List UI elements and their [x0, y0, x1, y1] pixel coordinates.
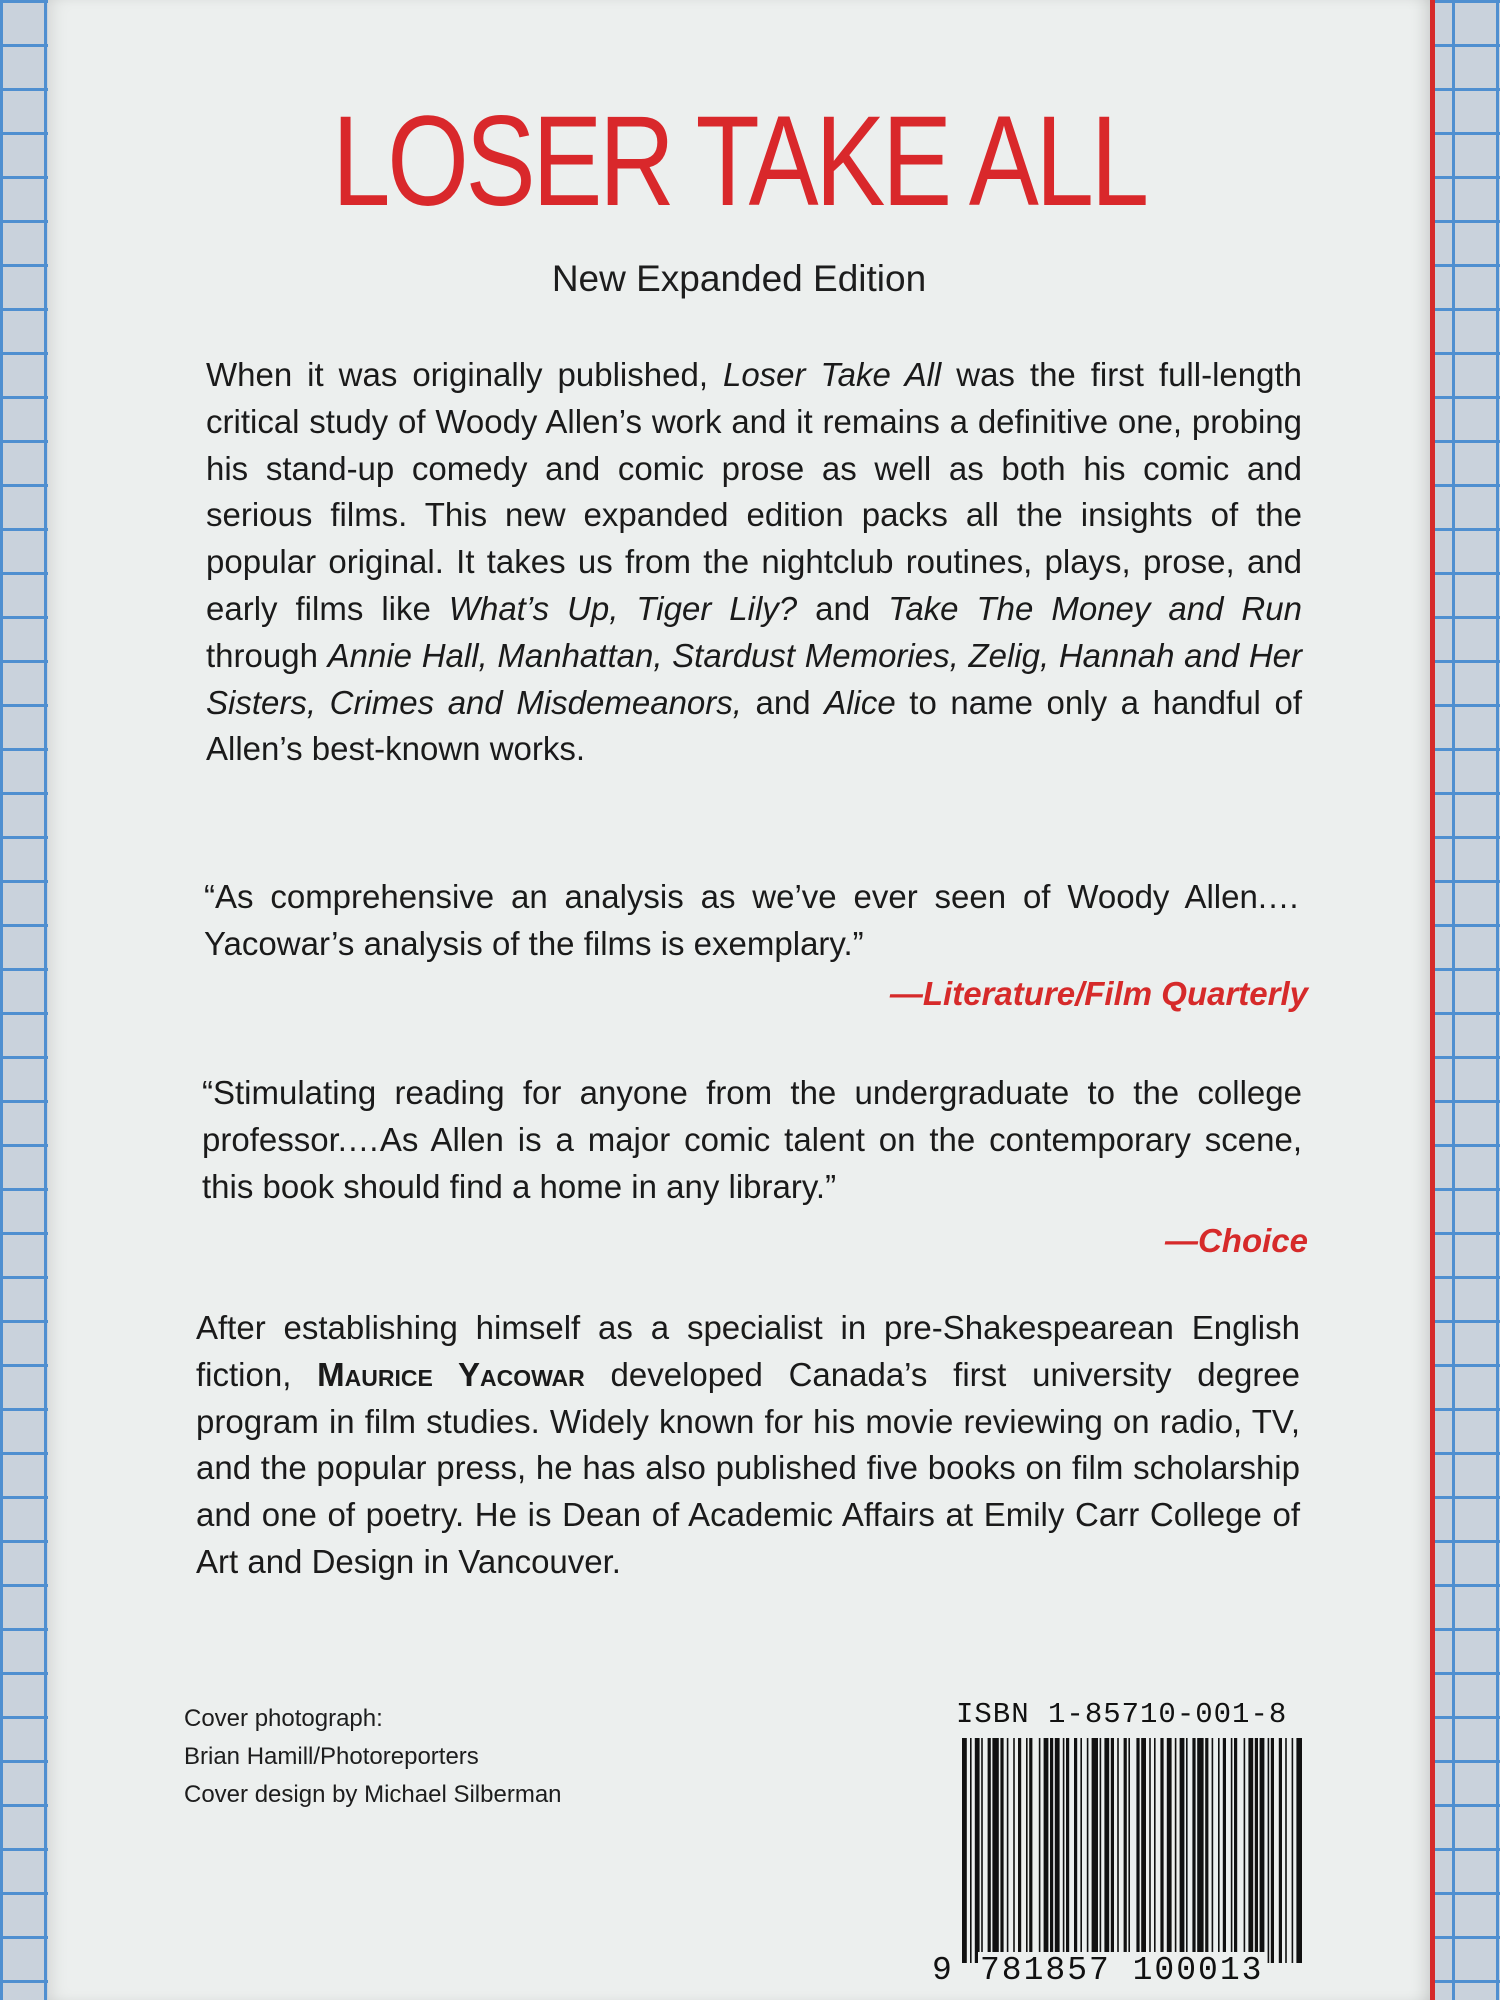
description-title-ref: Annie Hall, Manhattan, Stardust Memories, Zelig, Hannah and Her Sisters, Crimes and Misdemeanors,	[206, 636, 1303, 721]
review-quote: “Stimulating reading for anyone from the undergraduate to the college professor.…As Allen is a major comic talent on the contemporary scene, this book should find a home in any library.”	[202, 1074, 1302, 1205]
barcode-bar	[1271, 1738, 1274, 1963]
barcode-bar	[1092, 1738, 1098, 1963]
barcode-bar	[970, 1738, 972, 1963]
barcode-bar	[1141, 1738, 1146, 1963]
barcode-bar	[1296, 1738, 1302, 1963]
barcode-bar	[1192, 1738, 1195, 1963]
credit-line: Brian Hamill/Photoreporters	[184, 1743, 479, 1770]
cover-credits	[184, 1700, 562, 1814]
barcode-bar	[1149, 1738, 1151, 1963]
barcode-bar	[1104, 1738, 1109, 1963]
barcode-bar	[1117, 1738, 1119, 1963]
review-source: —Choice	[1164, 1222, 1308, 1259]
barcode-bar	[962, 1738, 967, 1963]
book-title: LOSER TAKE ALL	[332, 90, 1146, 233]
barcode-bar	[992, 1738, 998, 1963]
barcode-bar	[1044, 1738, 1049, 1963]
description-title-ref: Take The Money and Run	[888, 589, 1302, 627]
barcode-bar	[988, 1738, 991, 1963]
edition-subtitle: New Expanded Edition	[551, 258, 927, 299]
barcode-bar	[1231, 1738, 1233, 1963]
barcode-bar	[1026, 1738, 1028, 1963]
barcode-bar	[1160, 1738, 1163, 1963]
barcode-bar	[1223, 1738, 1226, 1963]
author-name: Maurice Yacowar	[317, 1355, 585, 1393]
barcode-bar	[1268, 1738, 1270, 1963]
review-source: —Literature/Film Quarterly	[889, 975, 1308, 1012]
review-quote: “As comprehensive an analysis as we’ve ever seen of Woody Allen.…Yacowar’s analysis of the films is exemplary.”	[204, 878, 1300, 962]
barcode	[960, 1738, 1302, 1963]
isbn-label: ISBN 1-85710-001-8	[956, 1698, 1288, 1731]
barcode-bar	[1007, 1738, 1009, 1963]
barcode-bar	[1029, 1738, 1032, 1963]
barcode-bar	[1285, 1738, 1287, 1963]
barcode-bar	[1260, 1738, 1265, 1963]
barcode-bar	[1186, 1738, 1188, 1963]
description-text: was the first full-length critical study of Woody Allen’s work and it remains a definitive one, probing his stand-up comedy and comic prose as well as both his comic and serious films. This new expanded edition packs all the insights of the popular original. It takes us from the nightclub routines, plays, prose, and early films like	[206, 356, 1302, 627]
description-text: through	[206, 636, 328, 674]
description-text: to name only a handful of Allen’s best-known works.	[206, 683, 1302, 768]
barcode-bar	[1018, 1738, 1021, 1963]
barcode-bar	[1205, 1738, 1208, 1963]
barcode-bar	[1128, 1738, 1130, 1963]
barcode-bar	[1167, 1738, 1172, 1963]
barcode-bar	[1218, 1738, 1220, 1963]
barcode-bar	[1175, 1738, 1177, 1963]
credit-line: Cover photograph:	[184, 1705, 383, 1732]
barcode-bar	[1197, 1738, 1203, 1963]
barcode-bar	[1074, 1738, 1077, 1963]
barcode-bar	[1136, 1738, 1139, 1963]
barcode-bar	[981, 1738, 983, 1963]
description-text: and	[797, 589, 889, 627]
bio-text: After establishing himself as a specialist in pre-Shakespearean English fiction,	[196, 1309, 1300, 1393]
barcode-bar	[1234, 1738, 1237, 1963]
credit-line: Cover design by Michael Silberman	[184, 1781, 562, 1808]
barcode-bar	[1087, 1738, 1089, 1963]
barcode-bar	[1180, 1738, 1185, 1963]
author-bio	[196, 1305, 1300, 1586]
barcode-bar	[1244, 1738, 1246, 1963]
barcode-bar	[1111, 1738, 1114, 1963]
book-back-cover	[48, 0, 1435, 2000]
barcode-bar	[1050, 1738, 1053, 1963]
barcode-first-digit: 9	[932, 1952, 952, 1989]
barcode-digits: 781857 100013	[980, 1952, 1264, 1989]
barcode-bar	[1055, 1738, 1060, 1963]
barcode-bar	[1124, 1738, 1127, 1963]
barcode-bar	[1255, 1738, 1258, 1963]
barcode-bar	[1013, 1738, 1015, 1963]
bio-text: developed Canada’s first university degree program in film studies. Widely known for his movie reviewing on radio, TV, and the popular press, he has also published five books on film scholarship and one of poetry. He is Dean of Academic Affairs at Emily Carr College of Art and Design in Vancouver.	[196, 1355, 1300, 1580]
description-title-ref: What’s Up, Tiger Lily?	[448, 589, 798, 627]
description-text: and	[741, 683, 825, 721]
description-text: When it was originally published,	[206, 356, 723, 393]
barcode-bar	[975, 1738, 980, 1963]
description-title-ref: Alice	[824, 683, 896, 721]
barcode-bar	[1248, 1738, 1253, 1963]
barcode-bar	[1000, 1738, 1003, 1963]
barcode-bar	[1279, 1738, 1282, 1963]
description-paragraph	[206, 352, 1302, 773]
barcode-bar	[1080, 1738, 1082, 1963]
barcode-bar	[1100, 1738, 1102, 1963]
barcode-bar	[1039, 1738, 1041, 1963]
description-title-ref: Loser Take All	[722, 356, 942, 393]
barcode-bar	[1292, 1738, 1294, 1963]
barcode-bar	[1066, 1738, 1069, 1963]
barcode-bar	[1212, 1738, 1214, 1963]
barcode-bar	[1154, 1738, 1156, 1963]
barcode-bar	[1063, 1738, 1065, 1963]
